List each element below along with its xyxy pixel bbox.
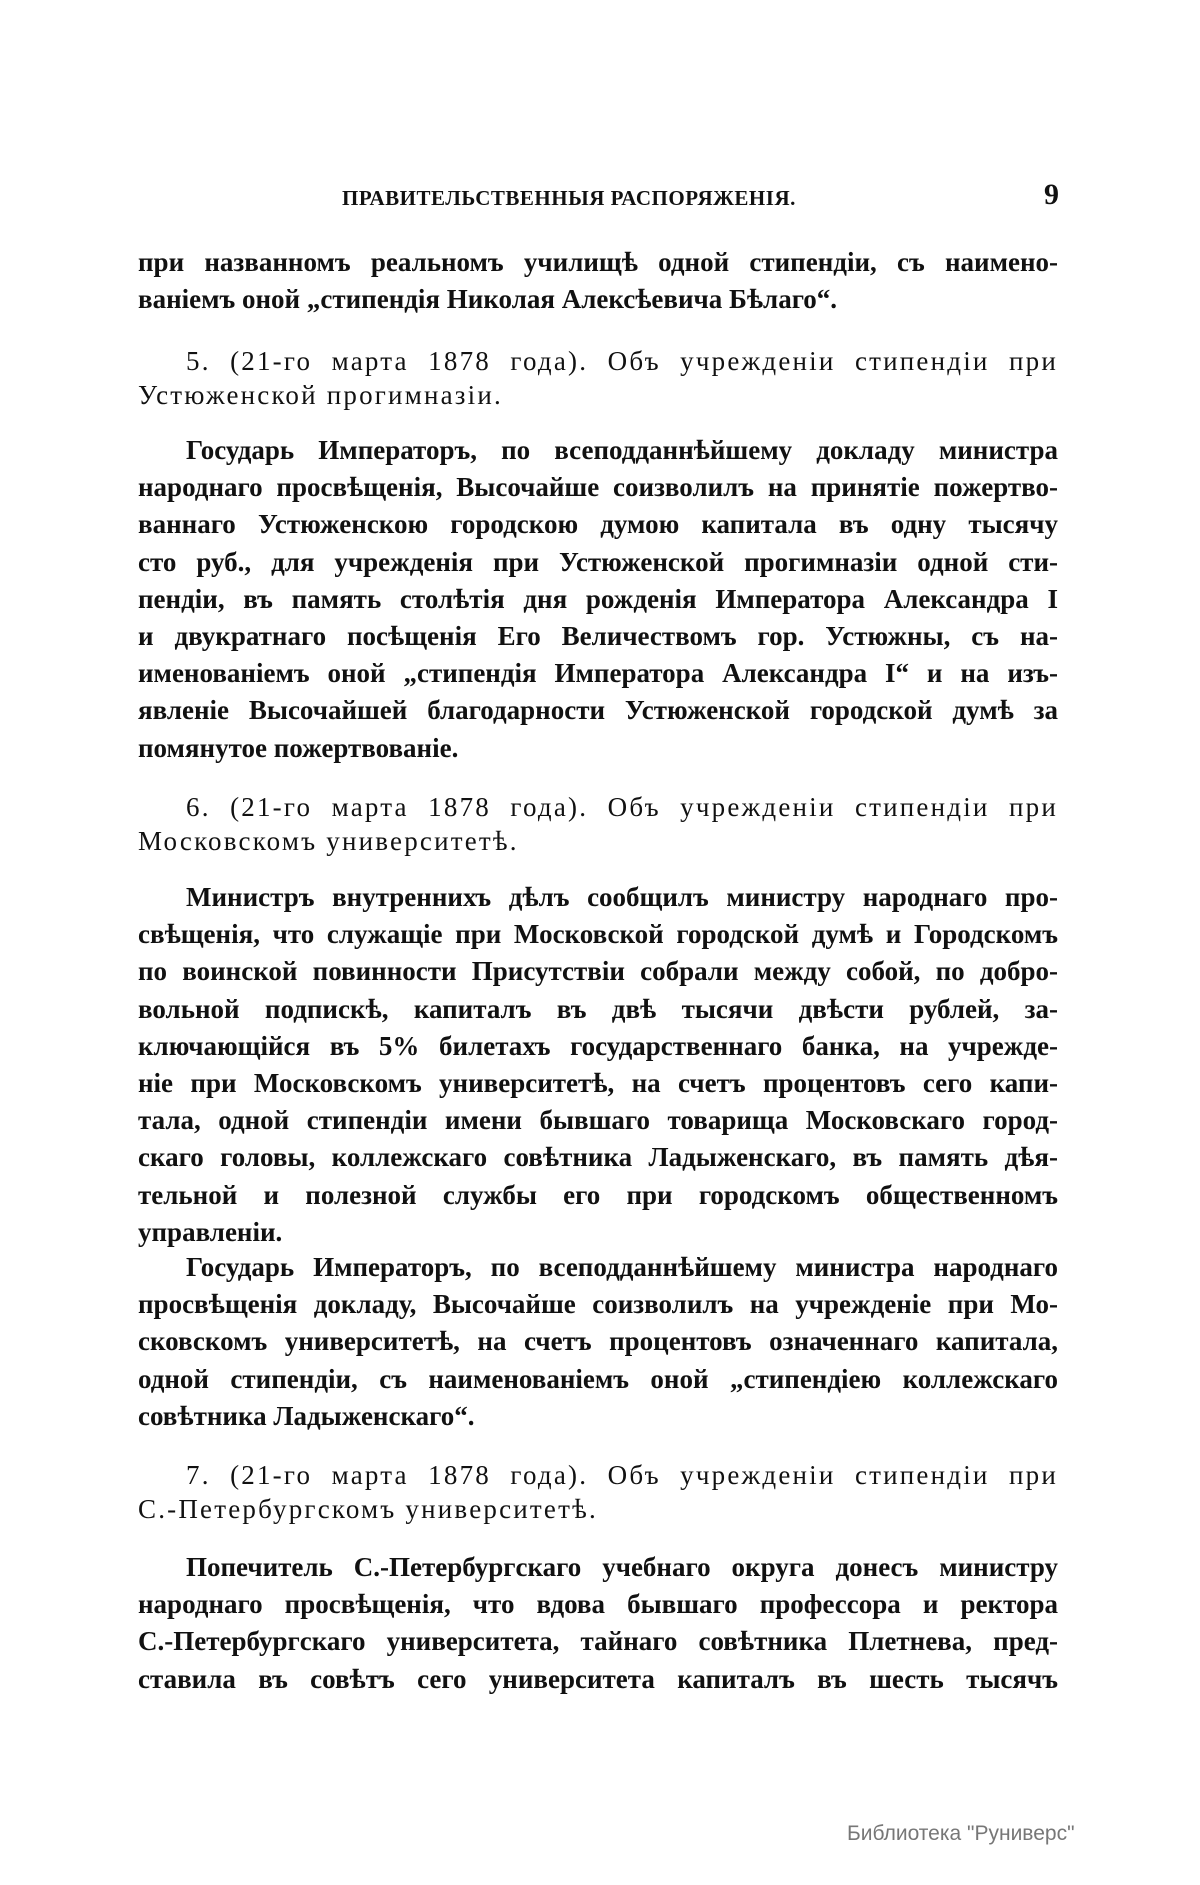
text-line: С.-Петербургскомъ университетѣ. [138,1494,598,1524]
text-line: явленіе Высочайшей благодарности Устюженской городской думѣ за [138,695,1058,726]
text-line: Государь Императоръ, по всеподданнѣйшему министра народнаго [186,1252,1058,1282]
text-line: именованіемъ оной „стипендія Императора Александра I“ и на изъ- [138,658,1058,689]
text-line: совѣтника Ладыженскаго“. [138,1400,475,1431]
page-number: 9 [1044,178,1059,211]
text-line: Устюженской прогимназіи. [138,380,503,410]
running-title: ПРАВИТЕЛЬСТВЕННЫЯ РАСПОРЯЖЕНІЯ. [342,186,796,210]
section-heading [138,344,1058,412]
text-line: 7. (21-го марта 1878 года). Объ учрежденіи стипендіи при [186,1460,1058,1490]
text-line: Попечитель С.-Петербургскаго учебнаго округа донесъ министру [186,1552,1058,1582]
text-line: при названномъ реальномъ училищѣ одной стипендіи, съ наимено- [138,247,1058,277]
text-line: народнаго просвѣщенія, что вдова бывшаго профессора и ректора [138,1589,1058,1620]
text-line: свѣщенія, что служащіе при Московской городской думѣ и Городскомъ [138,919,1058,950]
text-line: и двукратнаго посѣщенія Его Величествомъ гор. Устюжны, съ на- [138,620,1058,651]
text-line: Государь Императоръ, по всеподданнѣйшему докладу министра [186,435,1058,465]
text-line: ваніемъ оной „стипендія Николая Алексѣевича Бѣлаго“. [138,284,838,315]
text-line: Московскомъ университетѣ. [138,826,519,856]
text-line: ключающійся въ 5% билетахъ государственнаго банка, на учрежде- [138,1030,1058,1061]
library-watermark: Библиотека "Руниверс" [847,1822,1075,1845]
text-line: ніе при Московскомъ университетѣ, на счетъ процентовъ сего капи- [138,1067,1058,1098]
text-line: тала, одной стипендіи имени бывшаго товарища Московскаго город- [138,1105,1058,1136]
section-heading [138,1458,1058,1526]
text-line: тельной и полезной службы его при городскомъ общественномъ [138,1179,1058,1210]
text-line: пендіи, въ память столѣтія дня рожденія Императора Александра I [138,583,1058,614]
text-line: народнаго просвѣщенія, Высочайше соизволилъ на принятіе пожертво- [138,472,1058,503]
paragraph [138,879,1058,1251]
text-line: 5. (21-го марта 1878 года). Объ учрежденіи стипендіи при [186,346,1058,376]
text-line: сковскомъ университетѣ, на счетъ процентовъ означеннаго капитала, [138,1326,1058,1357]
paragraph [138,1249,1058,1435]
text-line: ставила въ совѣтъ сего университета капиталъ въ шесть тысячъ [138,1663,1058,1694]
section-heading [138,790,1058,858]
paragraph [138,244,1058,318]
text-line: по воинской повинности Присутствіи собрали между собой, по добро- [138,956,1058,987]
text-line: 6. (21-го марта 1878 года). Объ учрежденіи стипендіи при [186,792,1058,822]
paragraph [138,432,1058,767]
text-line: ваннаго Устюженскою городскою думою капитала въ одну тысячу [138,509,1058,540]
text-line: одной стипендіи, съ наименованіемъ оной „стипендіею коллежскаго [138,1363,1058,1394]
text-line: помянутое пожертвованіе. [138,732,459,763]
text-line: сто руб., для учрежденія при Устюженской прогимназіи одной сти- [138,546,1058,577]
text-line: управленіи. [138,1216,283,1247]
text-line: Министръ внутреннихъ дѣлъ сообщилъ министру народнаго про- [186,882,1058,912]
text-line: С.-Петербургскаго университета, тайнаго совѣтника Плетнева, пред- [138,1626,1058,1657]
paragraph [138,1549,1058,1698]
text-line: скаго головы, коллежскаго совѣтника Ладыженскаго, въ память дѣя- [138,1142,1058,1173]
text-line: вольной подпискѣ, капиталъ въ двѣ тысячи двѣсти рублей, за- [138,993,1058,1024]
text-line: просвѣщенія докладу, Высочайше соизволилъ на учрежденіе при Мо- [138,1289,1058,1320]
